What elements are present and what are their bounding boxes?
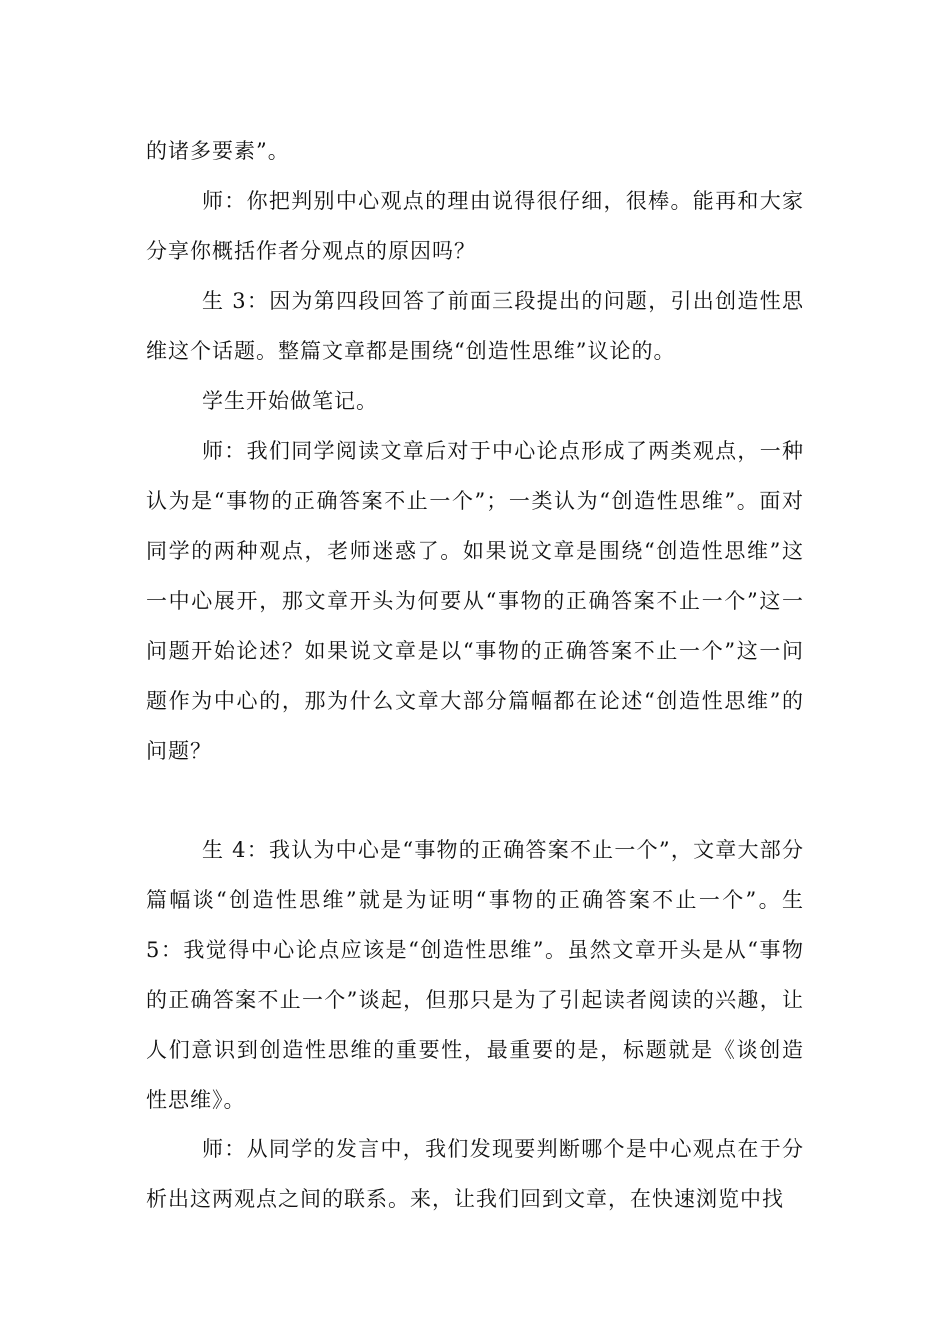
- paragraph-teacher-analysis: 师：从同学的发言中，我们发现要判断哪个是中心观点在于分析出这两观点之间的联系。来，让我们回到文章，在快速浏览中找: [146, 1137, 804, 1211]
- paragraph-note-taking: 学生开始做笔记。: [202, 389, 378, 413]
- paragraph-teacher-praise: 师：你把判别中心观点的理由说得很仔细，很棒。能再和大家分享你概括作者分观点的原因吗？: [146, 189, 804, 263]
- paragraph-continuation: 的诸多要素”。: [146, 139, 290, 163]
- paragraph-teacher-question: 师：我们同学阅读文章后对于中心论点形成了两类观点，一种认为是“事物的正确答案不止一个”；一类认为“创造性思维”。面对同学的两种观点，老师迷惑了。如果说文章是围绕“创造性思维”这一中心展开，那文章开头为何要从“事物的正确答案不止一个”这一问题开始论述？如果说文章是以“事物的正确答案不止一个”这一问题作为中心的，那为什么文章大部分篇幅都在论述“创造性思维”的问题？: [146, 439, 804, 763]
- paragraph-student-3: 生 3：因为第四段回答了前面三段提出的问题，引出创造性思维这个话题。整篇文章都是围绕“创造性思维”议论的。: [146, 289, 804, 363]
- paragraph-student-4-5: 生 4：我认为中心是“事物的正确答案不止一个”，文章大部分篇幅谈“创造性思维”就是为证明“事物的正确答案不止一个”。生 5：我觉得中心论点应该是“创造性思维”。虽然文章开头是从“事物的正确答案不止一个”谈起，但那只是为了引起读者阅读的兴趣，让人们意识到创造性思维的重要性，最重要的是，标题就是《谈创造性思维》。: [146, 838, 804, 1112]
